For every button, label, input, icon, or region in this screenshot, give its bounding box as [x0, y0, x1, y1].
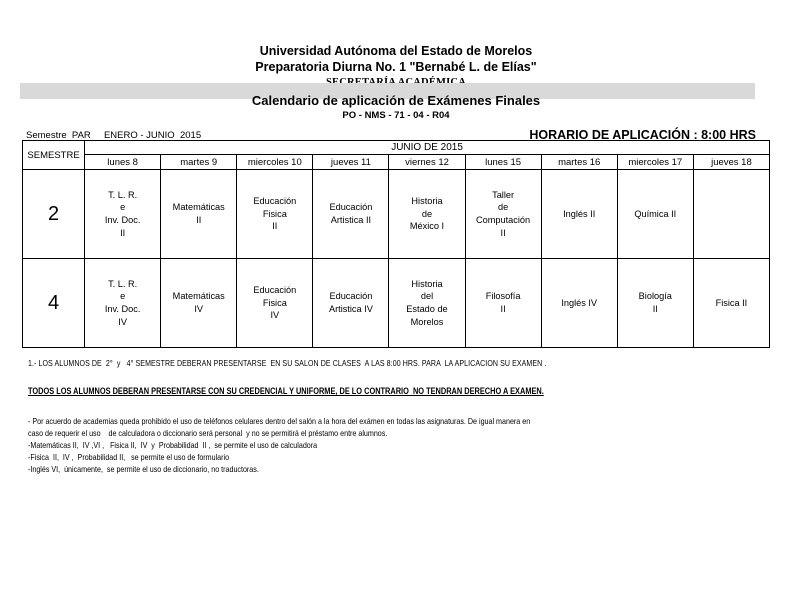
exam-cell: Historia de México I — [389, 170, 465, 259]
table-body — [23, 170, 770, 348]
form-code: PO - NMS - 71 - 04 - R04 — [342, 110, 450, 122]
exam-cell: Educación Artistica II — [313, 170, 389, 259]
note-attendance: 1.- LOS ALUMNOS DE 2° y 4° SEMESTRE DEBERAN PRESENTARSE EN SU SALON DE CLASES A LAS 8:00 HRS. PARA LA APLICACION SU EXAMEN . — [28, 358, 547, 368]
exam-cell: Taller de Computación II — [465, 170, 541, 259]
table-row — [23, 170, 770, 259]
exam-cell: Educación Fisica II — [237, 170, 313, 259]
exam-cell: Filosofía II — [465, 259, 541, 348]
policy-line: - Por acuerdo de academias queda prohibido el uso de teléfonos celulares dentro del salón a la hora del exámen en todas las asignaturas. De igual manera en — [28, 416, 531, 426]
exam-cell: Fisica II — [693, 259, 769, 348]
semester-number: 4 — [23, 259, 85, 348]
table-row — [23, 259, 770, 348]
school-name: Preparatoria Diurna No. 1 "Bernabé L. de Elías" — [255, 60, 537, 74]
university-name: Universidad Autónoma del Estado de Morelos — [259, 44, 533, 58]
rule-line: -Fisica II, IV , Probabilidad II, se permite el uso de formulario — [28, 452, 230, 463]
header-day-miercoles-17: miercoles 17 — [617, 155, 693, 170]
exam-cell: T. L. R. e Inv. Doc. IV — [85, 259, 161, 348]
exam-cell: Educación Fisica IV — [237, 259, 313, 348]
rule-line: -Inglés VI, únicamente, se permite el uso de diccionario, no traductoras. — [28, 464, 259, 475]
exam-cell: Historia del Estado de Morelos — [389, 259, 465, 348]
note-credential-warning: TODOS LOS ALUMNOS DEBERAN PRESENTARSE CON SU CREDENCIAL Y UNIFORME, DE LO CONTRARIO NO TENDRAN DERECHO A EXAMEN. — [28, 386, 544, 396]
header-day-jueves-18: jueves 18 — [693, 155, 769, 170]
exam-cell-empty — [693, 170, 769, 259]
header-day-lunes-15: lunes 15 — [465, 155, 541, 170]
exam-cell: Química II — [617, 170, 693, 259]
exam-calendar-table — [22, 140, 770, 348]
table-header-day-row — [23, 155, 770, 170]
semester-period-label: Semestre PAR ENERO - JUNIO 2015 — [26, 129, 202, 141]
table-header-month-row — [23, 141, 770, 155]
header-day-martes-9: martes 9 — [161, 155, 237, 170]
page-title: Calendario de aplicación de Exámenes Finales — [251, 92, 541, 108]
policy-line: caso de requerir el uso de calculadora o diccionario será personal y no se permitirá el préstamo entre alumnos. — [28, 428, 388, 439]
header-day-martes-16: martes 16 — [541, 155, 617, 170]
exam-cell: Inglés IV — [541, 259, 617, 348]
exam-cell: Inglés II — [541, 170, 617, 259]
exam-cell: T. L. R. e Inv. Doc. II — [85, 170, 161, 259]
exam-cell: Matemáticas II — [161, 170, 237, 259]
header-semestre: SEMESTRE — [23, 141, 85, 170]
header-day-miercoles-10: miercoles 10 — [237, 155, 313, 170]
header-day-jueves-11: jueves 11 — [313, 155, 389, 170]
notes-section — [28, 358, 728, 475]
rule-line: -Matemáticas II, IV ,VI , Fisica II, IV y Probabilidad II , se permite el uso de calculadora — [28, 440, 318, 451]
schedule-time-label: HORARIO DE APLICACIÓN : 8:00 HRS — [529, 127, 756, 142]
exam-cell: Matemáticas IV — [161, 259, 237, 348]
exam-cell: Biología II — [617, 259, 693, 348]
semester-number: 2 — [23, 170, 85, 259]
header-month: JUNIO DE 2015 — [85, 141, 770, 155]
policy-paragraph — [28, 415, 728, 475]
table-head — [23, 141, 770, 170]
header-day-lunes-8: lunes 8 — [85, 155, 161, 170]
exam-cell: Educación Artistica IV — [313, 259, 389, 348]
header-day-viernes-12: viernes 12 — [389, 155, 465, 170]
